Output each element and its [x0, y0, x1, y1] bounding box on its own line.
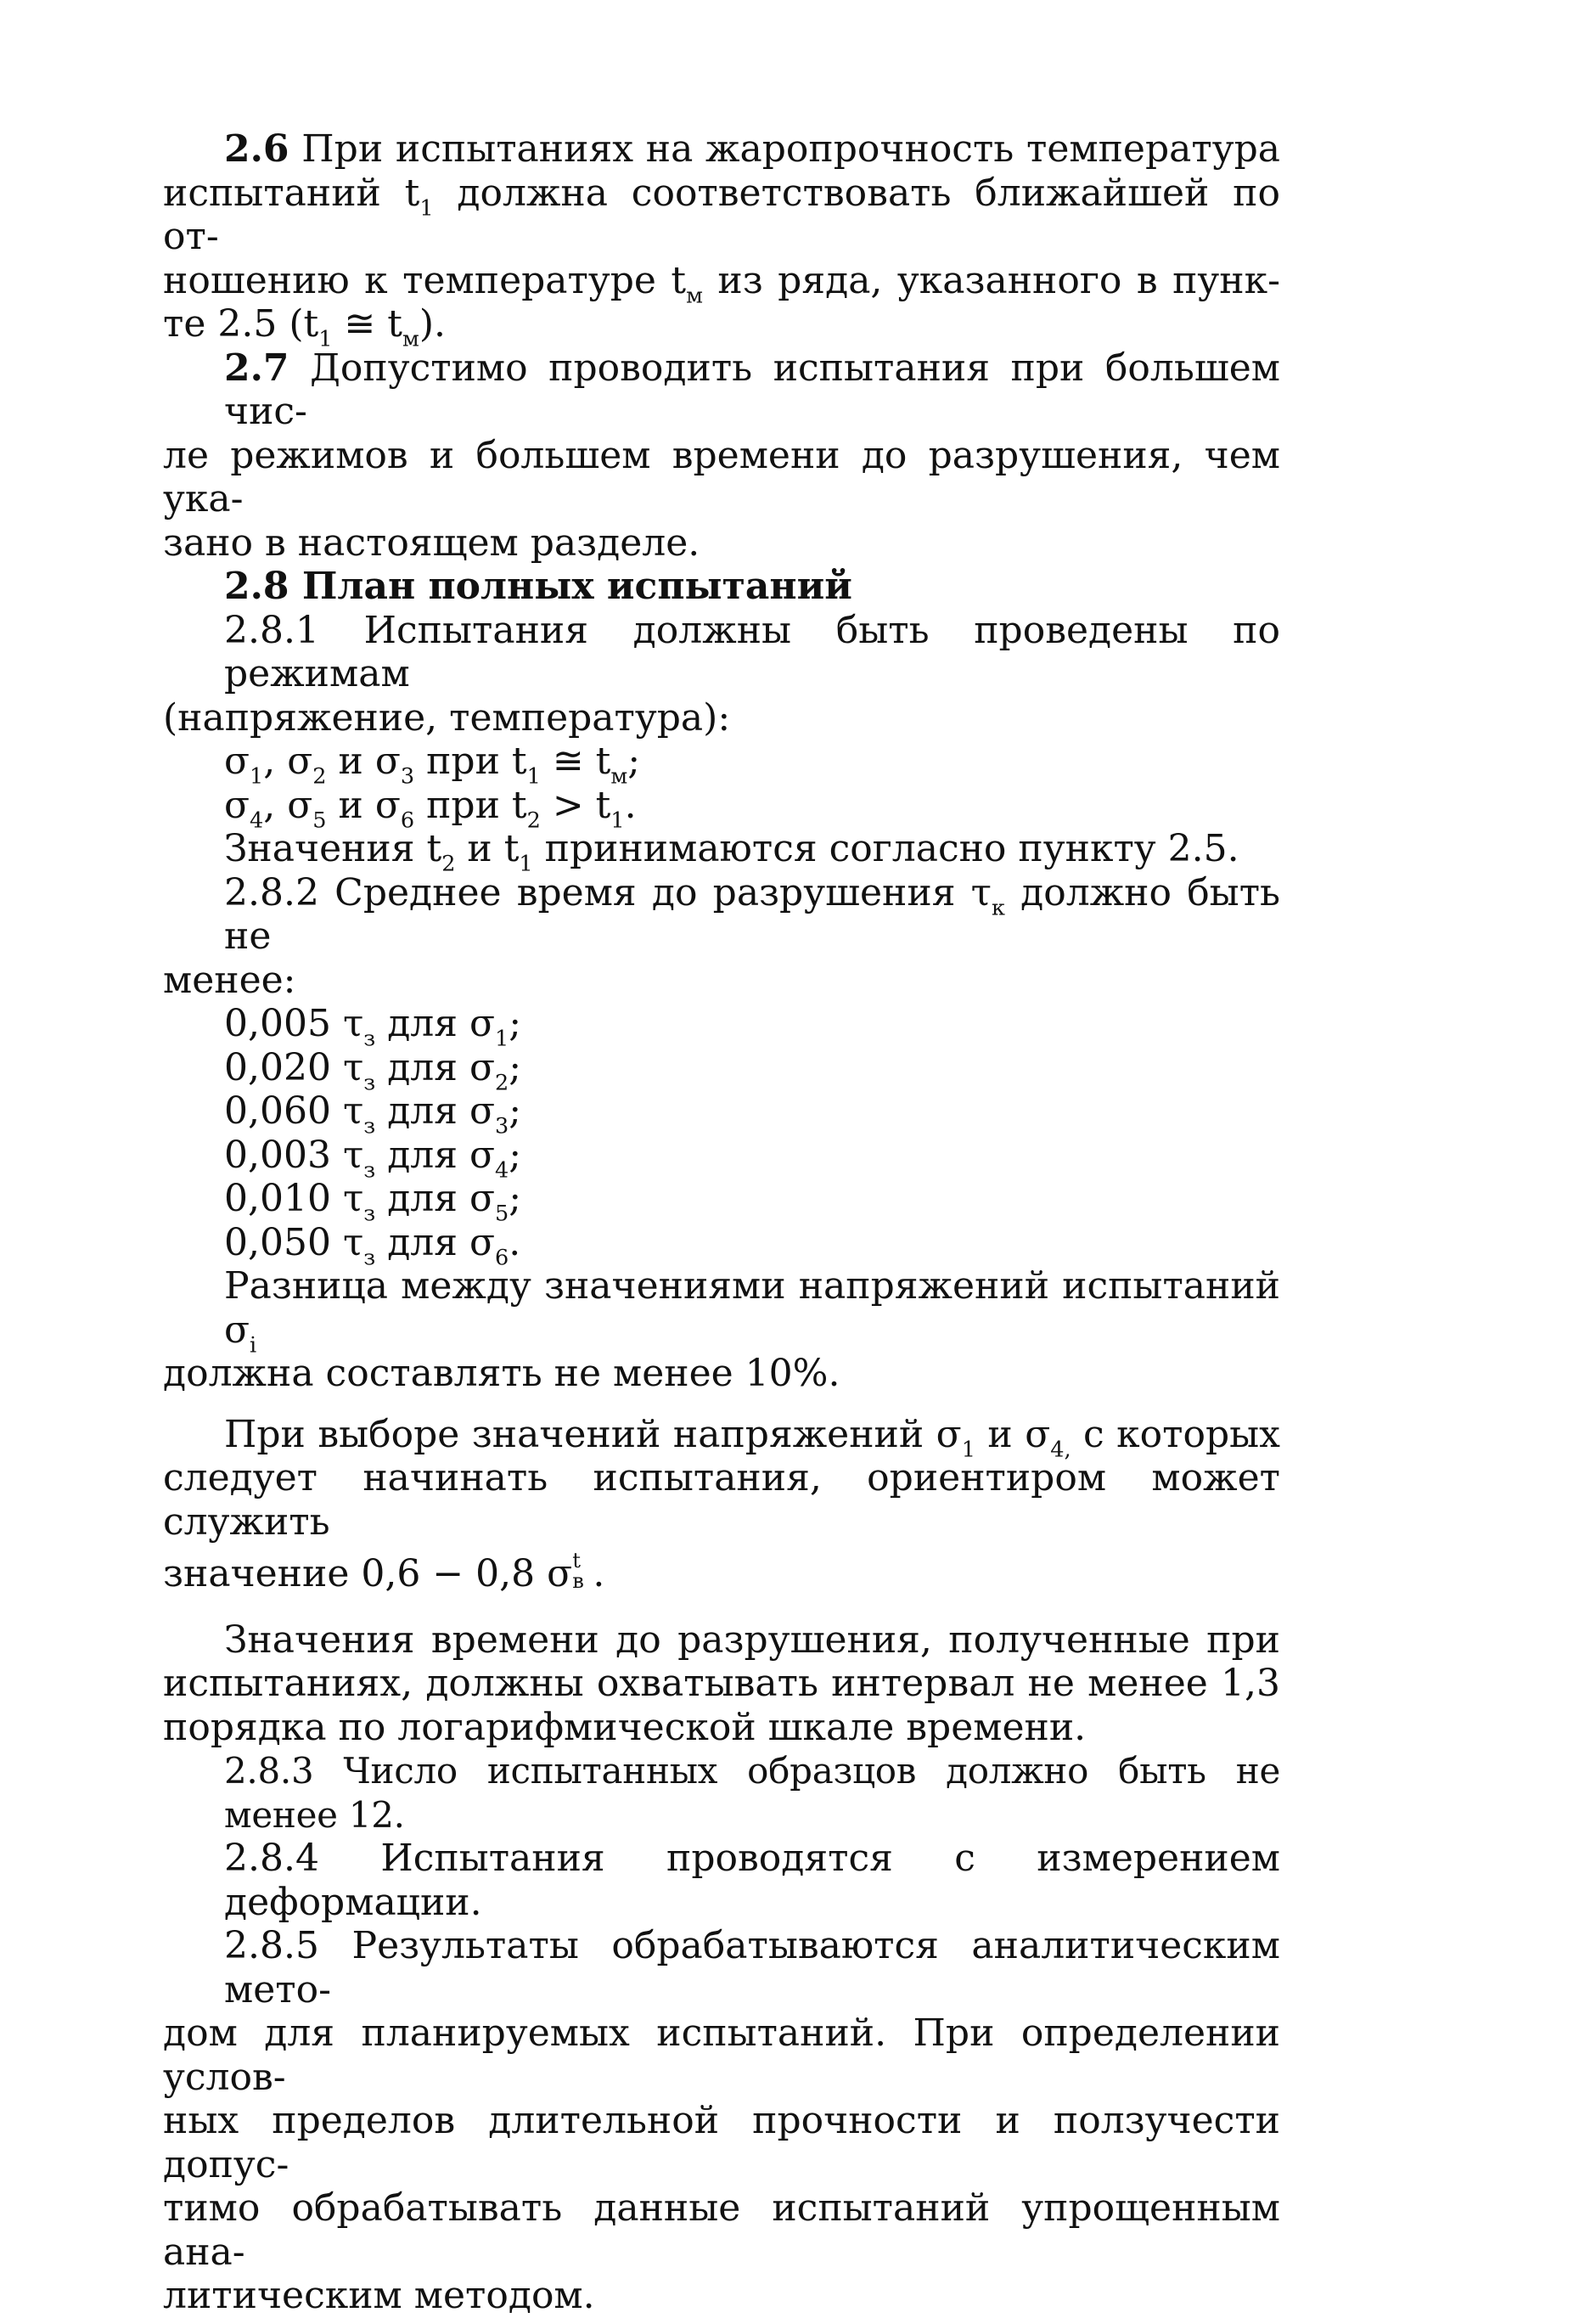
text: должна соответствовать ближайшей по от- — [163, 171, 1280, 258]
para-2-7-number: 2.7 — [224, 346, 289, 390]
text: должно быть не — [224, 870, 1280, 958]
interval-line-3: порядка по логарифмической шкале времени. — [163, 1705, 1087, 1749]
paragraph-2-7 — [163, 346, 1280, 565]
text: ; — [509, 1177, 522, 1220]
text: 0,060 τ — [224, 1089, 364, 1133]
para-2-6-line-4 — [163, 302, 1280, 352]
para-2-8-4: 2.8.4 Испытания проводятся с измерением деформации. — [224, 1837, 1280, 1924]
subscript: 1 — [610, 807, 625, 833]
text: 2.8.2 Среднее время до разрушения τ — [224, 870, 992, 914]
subscript: 4, — [1050, 1436, 1071, 1462]
difference-line-1 — [224, 1264, 1280, 1358]
subscript: 5 — [495, 1201, 509, 1227]
text: > t — [540, 783, 611, 827]
time-item — [224, 1133, 1280, 1183]
values-line — [224, 827, 1280, 877]
para-2-7-line-2: ле режимов и большем времени до разрушения, чем ука- — [163, 433, 1280, 520]
subscript: м — [610, 763, 628, 790]
text: при t — [414, 783, 527, 827]
para-2-8-1-line-1: 2.8.1 Испытания должны быть проведены по режимам — [224, 608, 1280, 695]
subscript: 3 — [400, 763, 415, 790]
text: из ряда, указанного в пунк- — [702, 258, 1280, 302]
text: , σ — [263, 783, 313, 827]
paragraph-2-6 — [163, 127, 1280, 352]
text: ; — [627, 740, 641, 783]
text: Допустимо проводить испытания при большем чис- — [224, 346, 1280, 433]
subscript: 2 — [441, 851, 456, 877]
text: . — [624, 783, 637, 827]
difference-line-2: должна составлять не менее 10%. — [163, 1352, 840, 1395]
subscript: 1 — [419, 194, 434, 221]
subscript: 4 — [495, 1156, 509, 1183]
para-2-8-5-line-1: 2.8.5 Результаты обрабатываются аналитическим мето- — [224, 1924, 1280, 2011]
subscript: 5 — [312, 807, 327, 833]
time-item — [224, 1002, 1280, 1052]
text: При выборе значений напряжений σ — [224, 1412, 962, 1456]
para-2-8-2-line-2: менее: — [163, 958, 296, 1002]
text: Разница между значениями напряжений испытаний σ — [224, 1264, 1280, 1352]
para-2-8-5-line-4: тимо обрабатывать данные испытаний упрощенным ана- — [163, 2186, 1280, 2274]
text: и σ — [326, 740, 401, 783]
choice-line-1 — [224, 1412, 1280, 1462]
text: ≅ t — [332, 302, 402, 346]
text: . — [509, 1220, 521, 1264]
mode-row-1 — [224, 740, 1280, 790]
interval-paragraph — [163, 1618, 1280, 1750]
text: при t — [414, 740, 527, 783]
text: 0,020 τ — [224, 1045, 364, 1089]
text: для σ — [375, 1002, 496, 1045]
subscript: 1 — [519, 851, 533, 877]
choice-paragraph — [163, 1413, 1280, 1596]
subscript: в — [572, 1569, 584, 1594]
superscript: t — [572, 1549, 581, 1573]
para-2-8-1-line-2: (напряжение, температура): — [163, 695, 731, 740]
text: 0,003 τ — [224, 1133, 364, 1177]
text: для σ — [375, 1220, 496, 1264]
time-item — [224, 1089, 1280, 1139]
subscript: з — [363, 1201, 376, 1227]
subscript: 1 — [495, 1026, 509, 1052]
text: , σ — [263, 740, 313, 783]
subscript: 6 — [400, 807, 415, 833]
subscript: 3 — [495, 1113, 509, 1139]
para-2-6-line-2 — [163, 172, 1280, 259]
text: ; — [509, 1045, 522, 1089]
text: для σ — [375, 1133, 496, 1177]
subscript: з — [363, 1113, 376, 1139]
text: значение 0,6 − 0,8 σ — [163, 1552, 573, 1595]
subscript: i — [250, 1331, 257, 1358]
subscript: 2 — [312, 763, 327, 790]
text: те 2.5 (t — [163, 302, 319, 346]
text: σ — [224, 740, 250, 783]
para-2-8-5-line-5: литическим методом. — [163, 2274, 595, 2317]
text: для σ — [375, 1177, 496, 1220]
subscript: 1 — [961, 1436, 975, 1462]
text: испытаний t — [163, 171, 420, 215]
text: 0,050 τ — [224, 1220, 364, 1264]
mode-row-2 — [224, 783, 1280, 833]
choice-line-3 — [163, 1549, 1280, 1596]
document-page — [163, 127, 1280, 2318]
para-2-6-number: 2.6 — [224, 127, 289, 171]
text: ношению к температуре t — [163, 258, 687, 302]
text: и σ — [326, 783, 401, 827]
text: 0,005 τ — [224, 1002, 364, 1045]
text: ≅ t — [540, 740, 611, 783]
text: . — [593, 1552, 605, 1595]
para-2-7-line-1 — [224, 346, 1280, 434]
section-heading-2-8: 2.8 План полных испытаний — [224, 565, 852, 608]
choice-line-2: следует начинать испытания, ориентиром может служить — [163, 1456, 1280, 1544]
text: для σ — [375, 1045, 496, 1089]
text: Значения t — [224, 827, 442, 870]
text: с которых — [1071, 1412, 1280, 1456]
text: 0,010 τ — [224, 1177, 364, 1220]
para-2-6-text-1: При испытаниях на жаропрочность температура — [289, 127, 1280, 171]
para-2-8-3: 2.8.3 Число испытанных образцов должно быть не менее 12. — [224, 1750, 1280, 1836]
subscript: 6 — [495, 1244, 509, 1270]
text: ; — [509, 1133, 522, 1177]
text: σ — [224, 783, 250, 827]
para-2-8-2-line-1 — [224, 871, 1280, 959]
subscript: 2 — [526, 807, 541, 833]
subscript: з — [363, 1156, 376, 1183]
subscript: м — [686, 282, 703, 308]
subscript: з — [363, 1069, 376, 1095]
text: ). — [419, 302, 446, 346]
interval-line-2: испытаниях, должны охватывать интервал не менее 1,3 — [163, 1662, 1280, 1705]
subscript: 4 — [250, 807, 264, 833]
time-item — [224, 1177, 1280, 1227]
time-item — [224, 1045, 1280, 1095]
text: ; — [509, 1002, 522, 1045]
subscript: 1 — [250, 763, 264, 790]
paragraph-2-8-5 — [163, 1924, 1280, 2318]
para-2-7-line-3: зано в настоящем разделе. — [163, 520, 700, 565]
sup-sub-pair — [572, 1549, 593, 1594]
para-2-8-5-line-2: дом для планируемых испытаний. При определении услов- — [163, 2011, 1280, 2099]
para-2-6-line-1 — [224, 127, 1280, 172]
interval-line-1: Значения времени до разрушения, полученные при — [224, 1618, 1280, 1662]
subscript: 1 — [318, 326, 333, 352]
subscript: 1 — [526, 763, 541, 790]
time-list — [163, 1002, 1280, 1270]
subscript: к — [992, 894, 1005, 920]
text: и t — [455, 827, 520, 870]
text: и σ — [975, 1412, 1051, 1456]
text: принимаются согласно пункту 2.5. — [532, 827, 1239, 870]
subscript: 2 — [495, 1069, 509, 1095]
para-2-8-5-line-3: ных пределов длительной прочности и ползучести допус- — [163, 2099, 1280, 2186]
text: ; — [509, 1089, 522, 1133]
subscript: з — [363, 1244, 376, 1270]
text: для σ — [375, 1089, 496, 1133]
time-item — [224, 1220, 1280, 1270]
subscript: з — [363, 1026, 376, 1052]
subscript: м — [402, 326, 419, 352]
para-2-6-line-3 — [163, 258, 1280, 308]
